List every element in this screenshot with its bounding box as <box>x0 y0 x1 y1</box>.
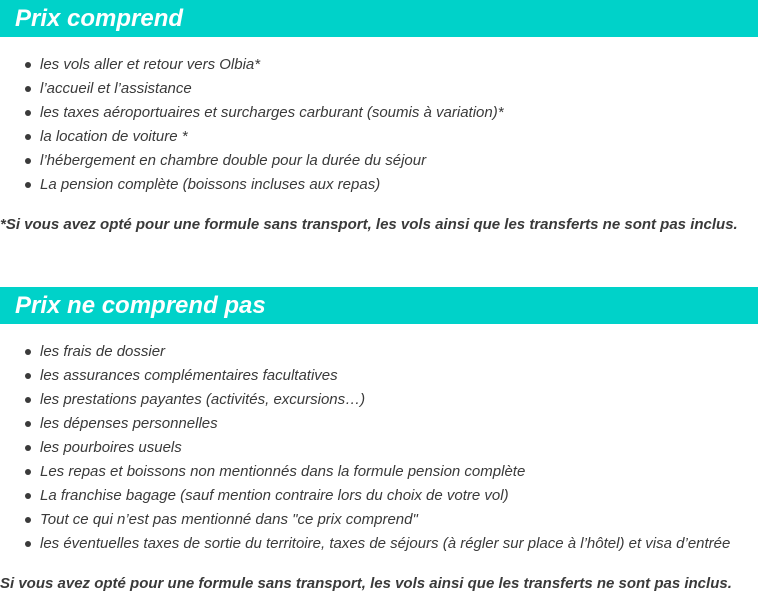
excludes-list <box>0 340 758 556</box>
list-item <box>0 508 758 532</box>
list-item <box>0 436 758 460</box>
list-item <box>0 53 758 77</box>
list-item-text: l’accueil et l’assistance <box>40 80 192 97</box>
bullet-icon <box>25 445 31 451</box>
list-item <box>0 340 758 364</box>
list-item-text: les assurances complémentaires facultatives <box>40 367 338 384</box>
list-item-text: les dépenses personnelles <box>40 415 218 432</box>
list-item-text: les vols aller et retour vers Olbia* <box>40 56 261 73</box>
includes-note: *Si vous avez opté pour une formule sans transport, les vols ainsi que les transferts ne sont pas inclus. <box>0 216 738 233</box>
list-item-text: La pension complète (boissons incluses aux repas) <box>40 176 381 193</box>
list-item <box>0 532 758 556</box>
list-item <box>0 484 758 508</box>
list-item-text: Tout ce qui n’est pas mentionné dans "ce prix comprend" <box>40 511 418 528</box>
section-title-includes: Prix comprend <box>0 0 758 37</box>
bullet-icon <box>25 158 31 164</box>
list-item <box>0 173 758 197</box>
list-item <box>0 364 758 388</box>
bullet-icon <box>25 517 31 523</box>
list-item-text: les frais de dossier <box>40 343 166 360</box>
section-prix-comprend <box>0 0 758 197</box>
section-prix-ne-comprend-pas <box>0 287 758 556</box>
list-item <box>0 388 758 412</box>
bullet-icon <box>25 541 31 547</box>
list-item-text: les éventuelles taxes de sortie du territoire, taxes de séjours (à régler sur place à l’hôtel) et visa d’entrée <box>40 535 731 552</box>
bullet-icon <box>25 349 31 355</box>
list-item-text: La franchise bagage (sauf mention contraire lors du choix de votre vol) <box>40 487 509 504</box>
section-title-excludes: Prix ne comprend pas <box>0 287 758 324</box>
bullet-icon <box>25 182 31 188</box>
bullet-icon <box>25 62 31 68</box>
bullet-icon <box>25 373 31 379</box>
bullet-icon <box>25 493 31 499</box>
list-item <box>0 125 758 149</box>
bullet-icon <box>25 110 31 116</box>
list-item <box>0 149 758 173</box>
list-item <box>0 101 758 125</box>
includes-list <box>0 53 758 197</box>
list-item-text: les prestations payantes (activités, excursions…) <box>40 391 366 408</box>
list-item-text: les taxes aéroportuaires et surcharges carburant (soumis à variation)* <box>40 104 504 121</box>
list-item-text: Les repas et boissons non mentionnés dans la formule pension complète <box>40 463 526 480</box>
list-item <box>0 77 758 101</box>
list-item-text: les pourboires usuels <box>40 439 182 456</box>
bullet-icon <box>25 397 31 403</box>
bullet-icon <box>25 134 31 140</box>
excludes-note: Si vous avez opté pour une formule sans transport, les vols ainsi que les transferts ne sont pas inclus. <box>0 575 732 592</box>
list-item-text: l’hébergement en chambre double pour la durée du séjour <box>40 152 427 169</box>
bullet-icon <box>25 421 31 427</box>
bullet-icon <box>25 86 31 92</box>
list-item-text: la location de voiture * <box>40 128 188 145</box>
bullet-icon <box>25 469 31 475</box>
list-item <box>0 412 758 436</box>
list-item <box>0 460 758 484</box>
